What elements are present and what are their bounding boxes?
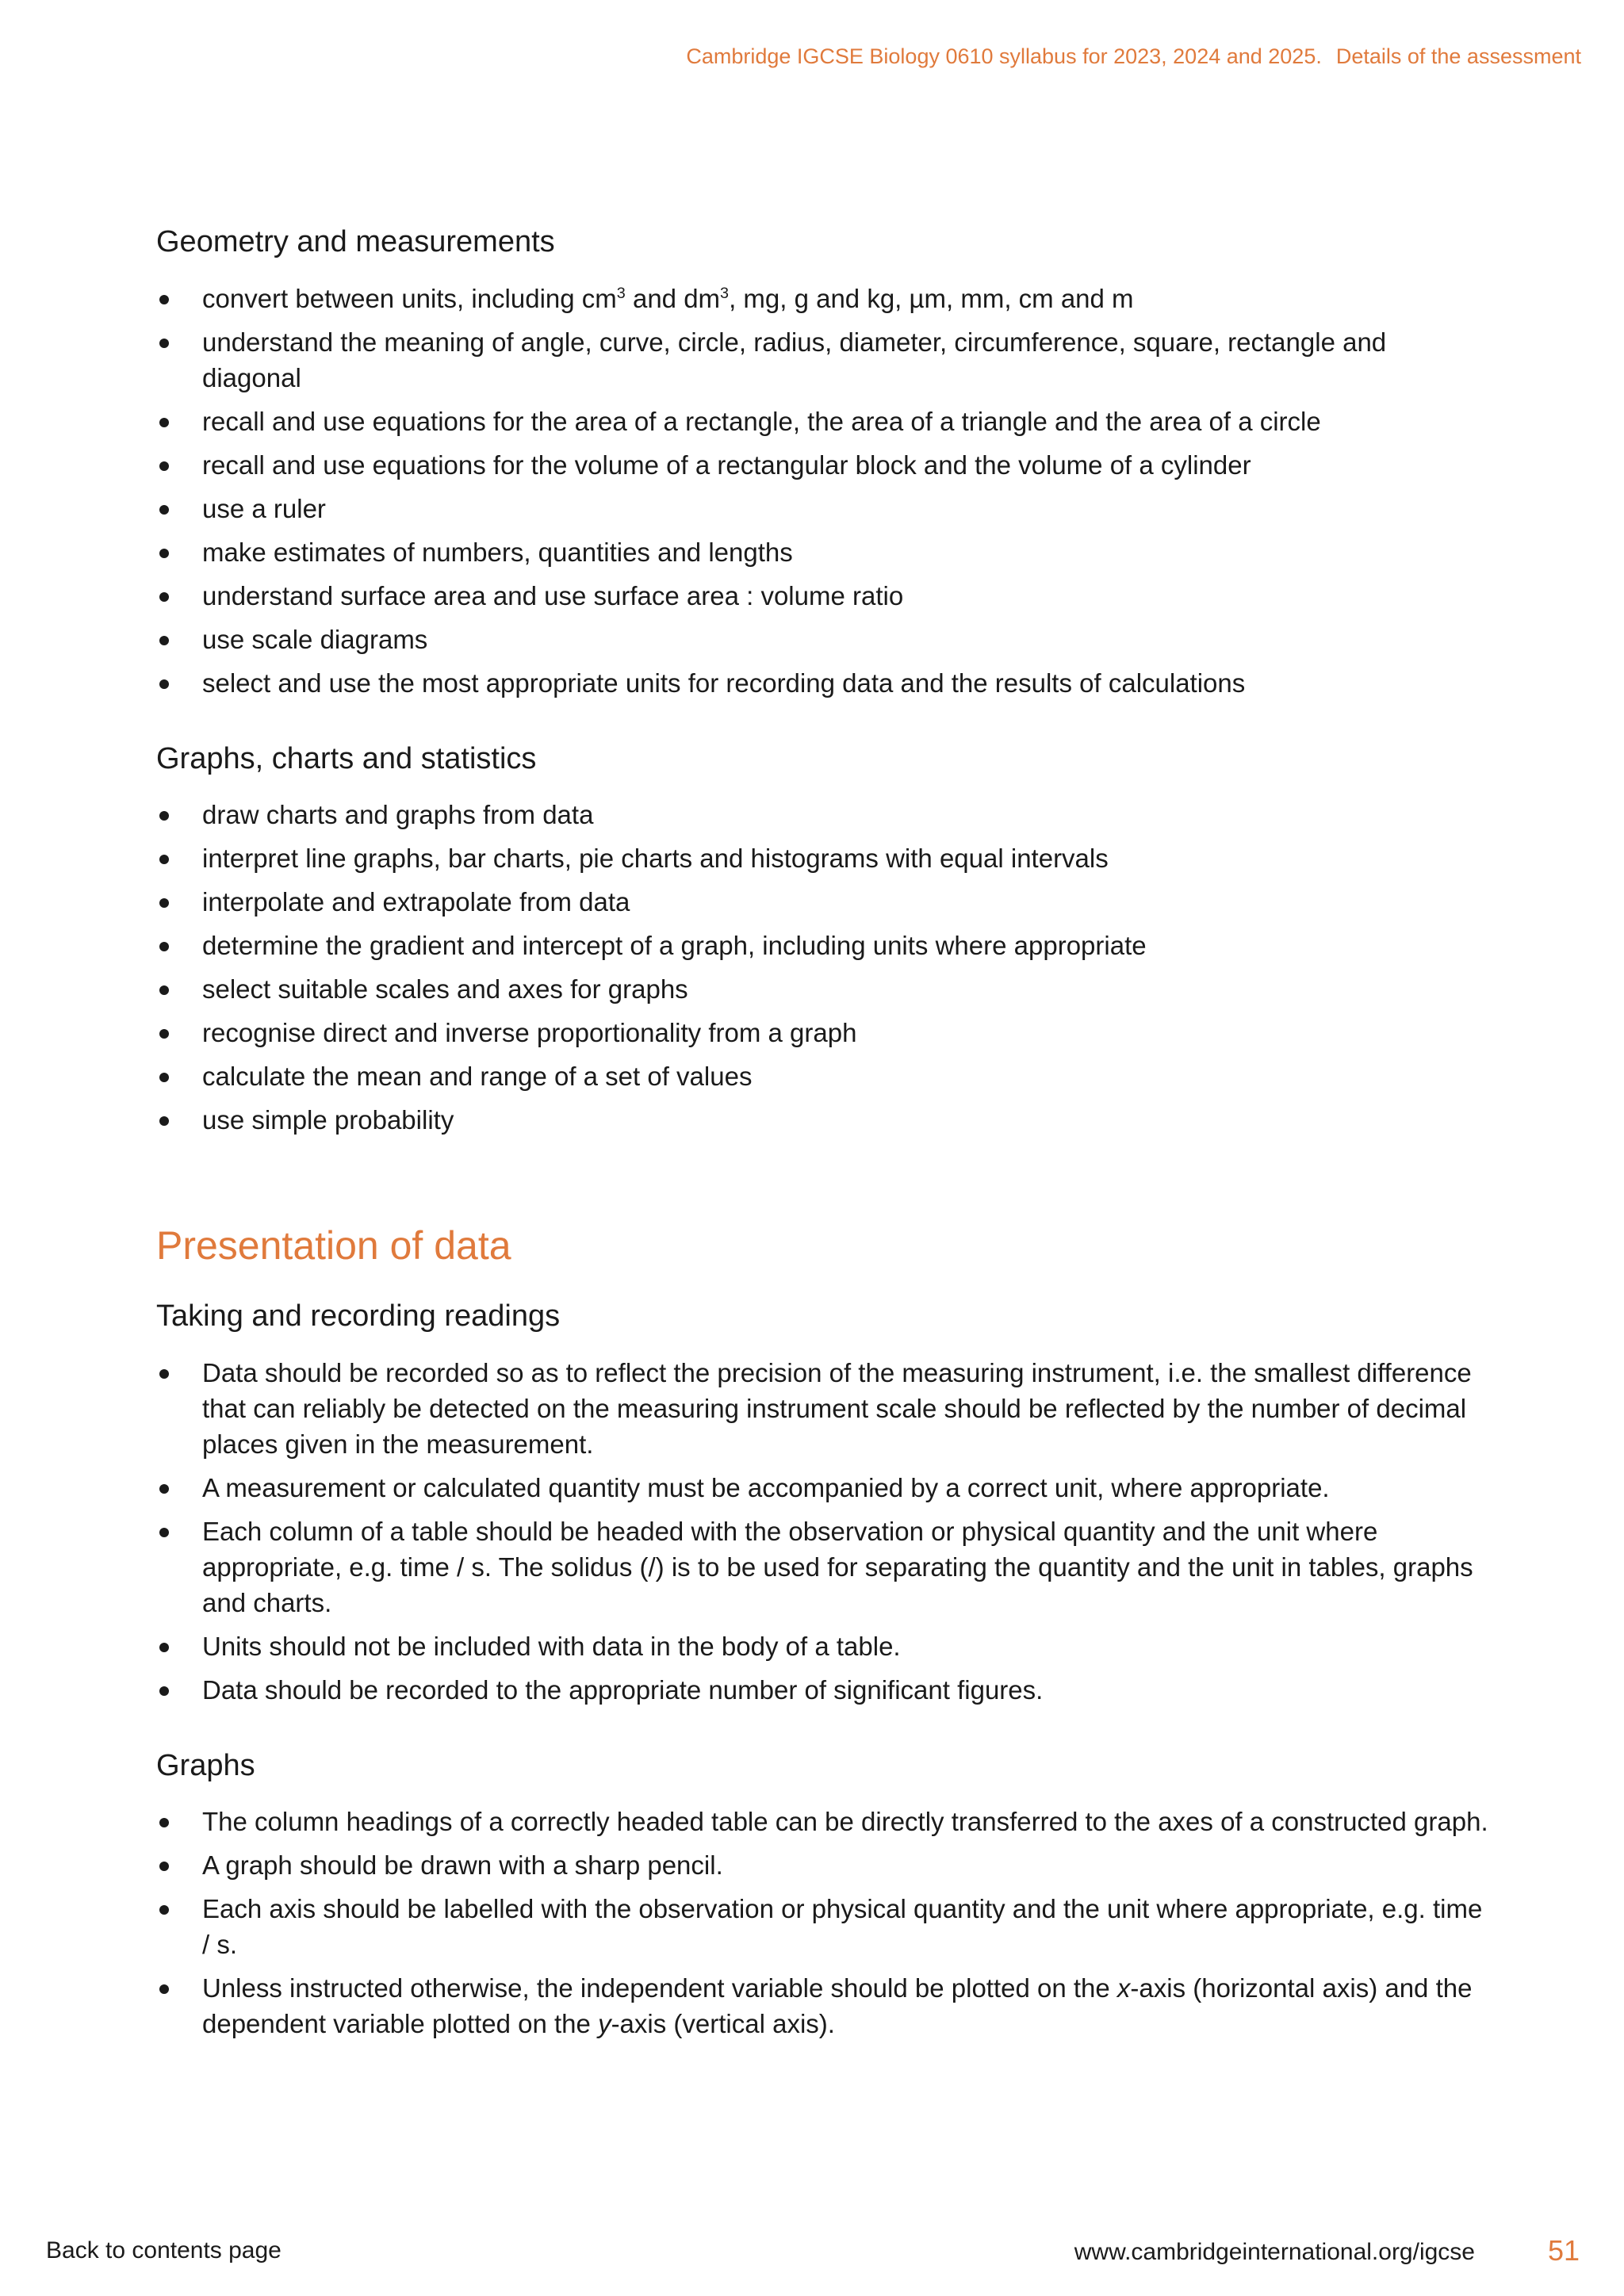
list-item: The column headings of a correctly headed table can be directly transferred to the axes of a constructed graph. [156,1804,1488,1839]
list-item: interpret line graphs, bar charts, pie charts and histograms with equal intervals [156,840,1488,876]
website-link[interactable]: www.cambridgeinternational.org/igcse [1074,2239,1475,2265]
list-item: understand the meaning of angle, curve, circle, radius, diameter, circumference, square, rectangle and diagonal [156,324,1488,396]
running-header [686,44,1581,69]
list-item: draw charts and graphs from data [156,797,1488,832]
list-item: A graph should be drawn with a sharp pencil. [156,1847,1488,1883]
list-item: make estimates of numbers, quantities and lengths [156,534,1488,570]
list-item: understand surface area and use surface area : volume ratio [156,578,1488,614]
list-item: A measurement or calculated quantity must be accompanied by a correct unit, where appropriate. [156,1470,1488,1506]
readings-heading: Taking and recording readings [156,1299,561,1333]
graphs-charts-heading: Graphs, charts and statistics [156,741,537,775]
presentation-heading: Presentation of data [156,1223,511,1268]
list-item: calculate the mean and range of a set of values [156,1058,1488,1094]
list-item: Unless instructed otherwise, the independent variable should be plotted on the x-axis (horizontal axis) and the dependent variable plotted on the y-axis (vertical axis). [156,1970,1488,2042]
list-item: select and use the most appropriate units for recording data and the results of calculations [156,665,1488,701]
list-item: recall and use equations for the volume of a rectangular block and the volume of a cylinder [156,447,1488,483]
list-item: Each axis should be labelled with the observation or physical quantity and the unit where appropriate, e.g. time / s. [156,1891,1488,1962]
back-to-contents-link[interactable]: Back to contents page [46,2237,282,2263]
list-item: Data should be recorded so as to reflect the precision of the measuring instrument, i.e. the smallest difference that can reliably be detected on the measuring instrument scale should be reflected by the number of decimal places given in the measurement. [156,1355,1488,1462]
geometry-heading: Geometry and measurements [156,225,555,258]
page-number: 51 [1547,2234,1580,2267]
page-content [156,224,1488,2049]
header-title: Cambridge IGCSE Biology 0610 syllabus for 2023, 2024 and 2025. [686,44,1322,68]
list-item: use scale diagrams [156,622,1488,657]
graphs-list [156,1804,1488,2042]
graphs-charts-list [156,797,1488,1138]
list-item: interpolate and extrapolate from data [156,884,1488,920]
list-item: select suitable scales and axes for graphs [156,971,1488,1007]
list-item: convert between units, including $cm^3$ and $dm^3$, mg, g and kg, µm, mm, cm and m [156,281,1488,316]
list-item: determine the gradient and intercept of a graph, including units where appropriate [156,928,1488,963]
list-item: Each column of a table should be headed with the observation or physical quantity and the unit where appropriate, e.g. time / s. The solidus (/) is to be used for separating the quantity and the unit in tables, graphs and charts. [156,1513,1488,1621]
list-item: Data should be recorded to the appropriate number of significant figures. [156,1672,1488,1708]
graphs-heading: Graphs [156,1748,255,1782]
header-section: Details of the assessment [1335,44,1581,68]
list-item: use a ruler [156,491,1488,526]
list-item: recognise direct and inverse proportionality from a graph [156,1015,1488,1050]
list-item: recall and use equations for the area of a rectangle, the area of a triangle and the area of a circle [156,404,1488,439]
geometry-list [156,281,1488,701]
readings-list [156,1355,1488,1708]
list-item: Units should not be included with data in the body of a table. [156,1628,1488,1664]
list-item: use simple probability [156,1102,1488,1138]
